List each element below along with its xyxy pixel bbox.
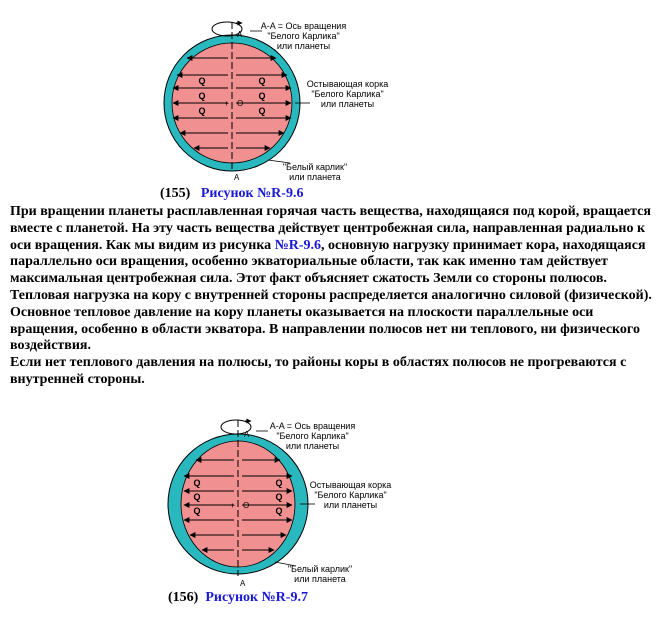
heat-q: Q <box>275 492 283 502</box>
heat-q: Q <box>193 506 201 516</box>
heat-q: Q <box>193 492 201 502</box>
figure-156 <box>0 414 660 618</box>
paragraph-2: Тепловая нагрузка на кору с внутренней стороны распределяется аналогично силовой (физической). Основное тепловое давление на кору планеты оказывается на плоскости параллельные оси вращения, особенно в области экватора. В направлении полюсов нет ни теплового, ни физического воздействия. <box>10 287 652 354</box>
dwarf-label: "Белый карлик" или планета <box>287 564 353 584</box>
paragraph-3: Если нет теплового давления на полюсы, то районы коры в областях полюсов не прогреваются с внутренней стороны. <box>10 355 627 387</box>
dwarf-label: "Белый карлик" или планета <box>282 162 348 182</box>
heat-q: Q <box>198 106 206 116</box>
crust-label: Остывающая корка "Белого Карлика" или планеты <box>306 79 389 109</box>
heat-q: Q <box>198 76 206 86</box>
axis-label: A-A = Ось вращения "Белого Карлика" или планеты <box>260 21 347 51</box>
body-text <box>10 204 655 389</box>
crust-label: Остывающая корка "Белого Карлика" или планеты <box>309 480 392 510</box>
svg-text:+: + <box>230 501 235 510</box>
caption-number: (155) <box>160 186 191 201</box>
figure-caption <box>160 186 303 202</box>
caption-reference: Рисунок №R-9.6 <box>200 186 304 201</box>
figure-155 <box>0 0 660 204</box>
figure-caption <box>168 590 308 606</box>
svg-text:+: + <box>224 99 229 108</box>
pole-top-label: A <box>237 30 243 39</box>
pole-bottom-label: A <box>240 579 246 588</box>
heat-q: Q <box>258 91 266 101</box>
axis-label: A-A = Ось вращения "Белого Карлика" или планеты <box>269 421 356 451</box>
heat-q: Q <box>198 91 206 101</box>
heat-q: Q <box>258 76 266 86</box>
heat-q: Q <box>275 506 283 516</box>
pole-top-label: A <box>244 430 250 439</box>
center-label: O <box>237 99 244 108</box>
paragraph-1: При вращении планеты расплавленная горячая часть вещества, находящаяся под корой, вращается вместе с планетой. На эту часть вещества действует центробежная сила, направленная радиально к оси вращения. Как мы видим из рисунка №R-9.6, основную нагрузку принимает кора, находящаяся параллельно оси вращения, особенно экваториальные области, так как именно там действует максимальная центробежная сила. Этот факт объясняет сжатость Земли со стороны полюсов. <box>10 204 651 287</box>
pole-bottom-label: A <box>234 173 240 182</box>
caption-reference: Рисунок №R-9.7 <box>205 590 308 605</box>
figure-reference: №R-9.6 <box>274 237 322 253</box>
heat-q: Q <box>193 478 201 488</box>
heat-q: Q <box>258 106 266 116</box>
center-label: O <box>243 501 250 510</box>
heat-q: Q <box>275 478 283 488</box>
caption-number: (156) <box>168 590 199 605</box>
